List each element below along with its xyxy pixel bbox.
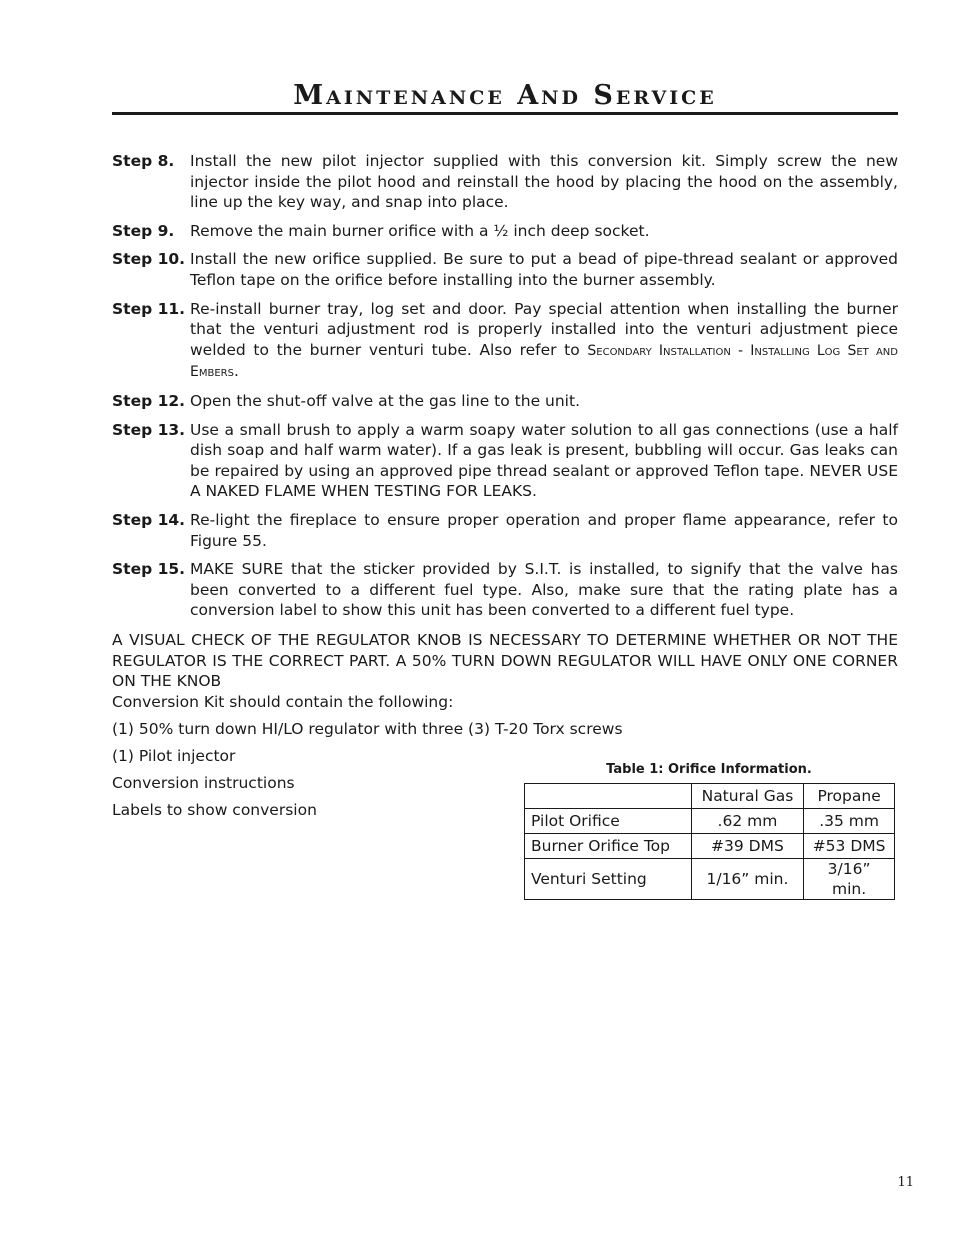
step-text-body: Re-install burner tray, log set and door. Pay special attention when installing the burner that the venturi adjustment rod is properly installed into the venturi adjustment piece welded to the burner venturi tube. Also refer to <box>190 299 898 359</box>
kit-intro: Conversion Kit should contain the following: <box>112 693 454 711</box>
table-cell: #53 DMS <box>804 834 895 859</box>
table-cell: Pilot Orifice <box>525 809 692 834</box>
orifice-table <box>524 783 895 900</box>
step-text: MAKE SURE that the sticker provided by S.I.T. is installed, to signify that the valve has been converted to a different fuel type. Also, make sure that the rating plate has a conversion label to show this unit has been converted to a different fuel type. <box>190 560 898 620</box>
step-label: Step 10. <box>112 250 186 269</box>
step-label: Step 12. <box>112 391 186 410</box>
kit-item: Labels to show conversion <box>112 800 317 819</box>
steps-list <box>112 151 898 629</box>
table-header-row <box>525 784 895 809</box>
table-cell: #39 DMS <box>691 834 803 859</box>
step-10 <box>112 249 898 290</box>
step-9 <box>112 221 898 242</box>
table-row <box>525 809 895 834</box>
step-text: Remove the main burner orifice with a ½ inch deep socket. <box>190 221 650 240</box>
step-text: Use a small brush to apply a warm soapy water solution to all gas connections (use a half dish soap and half warm water). If a gas leak is present, bubbling will occur. Gas leaks can be repaired by using an approved pipe thread sealant or approved Teflon tape. NEVER USE A NAKED FLAME WHEN TESTING FOR LEAKS. <box>190 420 898 501</box>
kit-item: (1) 50% turn down HI/LO regulator with three (3) T-20 Torx screws <box>112 719 623 738</box>
table-header-cell: Natural Gas <box>691 784 803 809</box>
section-reference: Secondary Installation - Installing Log Set and Embers <box>190 342 898 381</box>
page-number: 11 <box>897 1175 914 1190</box>
table-row <box>525 834 895 859</box>
step-label: Step 13. <box>112 420 186 439</box>
step-label: Step 11. <box>112 299 186 318</box>
table-cell: Venturi Setting <box>525 859 692 900</box>
table-caption: Table 1: Orifice Information. <box>606 762 812 777</box>
step-12 <box>112 391 898 412</box>
kit-item: Conversion instructions <box>112 773 295 792</box>
step-text: Install the new pilot injector supplied with this conversion kit. Simply screw the new injector inside the pilot hood and reinstall the hood by placing the hood on the assembly, line up the key way, and snap into place. <box>190 152 898 212</box>
step-8 <box>112 151 898 213</box>
step-text: Open the shut-off valve at the gas line to the unit. <box>190 391 580 410</box>
table-cell: Burner Orifice Top <box>525 834 692 859</box>
step-text: Re-light the fireplace to ensure proper operation and proper flame appearance, refer to Figure 55. <box>190 510 898 550</box>
step-text-end: . <box>233 362 239 381</box>
step-14 <box>112 510 898 551</box>
table-header-cell: Propane <box>804 784 895 809</box>
step-label: Step 14. <box>112 510 186 529</box>
regulator-notice: A VISUAL CHECK OF THE REGULATOR KNOB IS NECESSARY TO DETERMINE WHETHER OR NOT THE REGULATOR IS THE CORRECT PART. A 50% TURN DOWN REGULATOR WILL HAVE ONLY ONE CORNER ON THE KNOB <box>112 631 898 691</box>
title-rule <box>112 112 898 115</box>
table-cell: 1/16” min. <box>691 859 803 900</box>
table-header-cell <box>525 784 692 809</box>
step-label: Step 8. <box>112 152 175 170</box>
kit-item: (1) Pilot injector <box>112 746 236 765</box>
page-title: Maintenance And Service <box>293 80 717 111</box>
step-text: Install the new orifice supplied. Be sure to put a bead of pipe-thread sealant or approved Teflon tape on the orifice before installing into the burner assembly. <box>190 250 898 289</box>
table-cell: .62 mm <box>691 809 803 834</box>
step-15 <box>112 559 898 621</box>
step-11 <box>112 299 898 383</box>
step-text <box>190 299 898 383</box>
step-label: Step 15. <box>112 560 186 579</box>
table-row <box>525 859 895 900</box>
table-cell: 3/16” min. <box>804 859 895 900</box>
table-cell: .35 mm <box>804 809 895 834</box>
step-label: Step 9. <box>112 221 175 240</box>
step-13 <box>112 420 898 502</box>
